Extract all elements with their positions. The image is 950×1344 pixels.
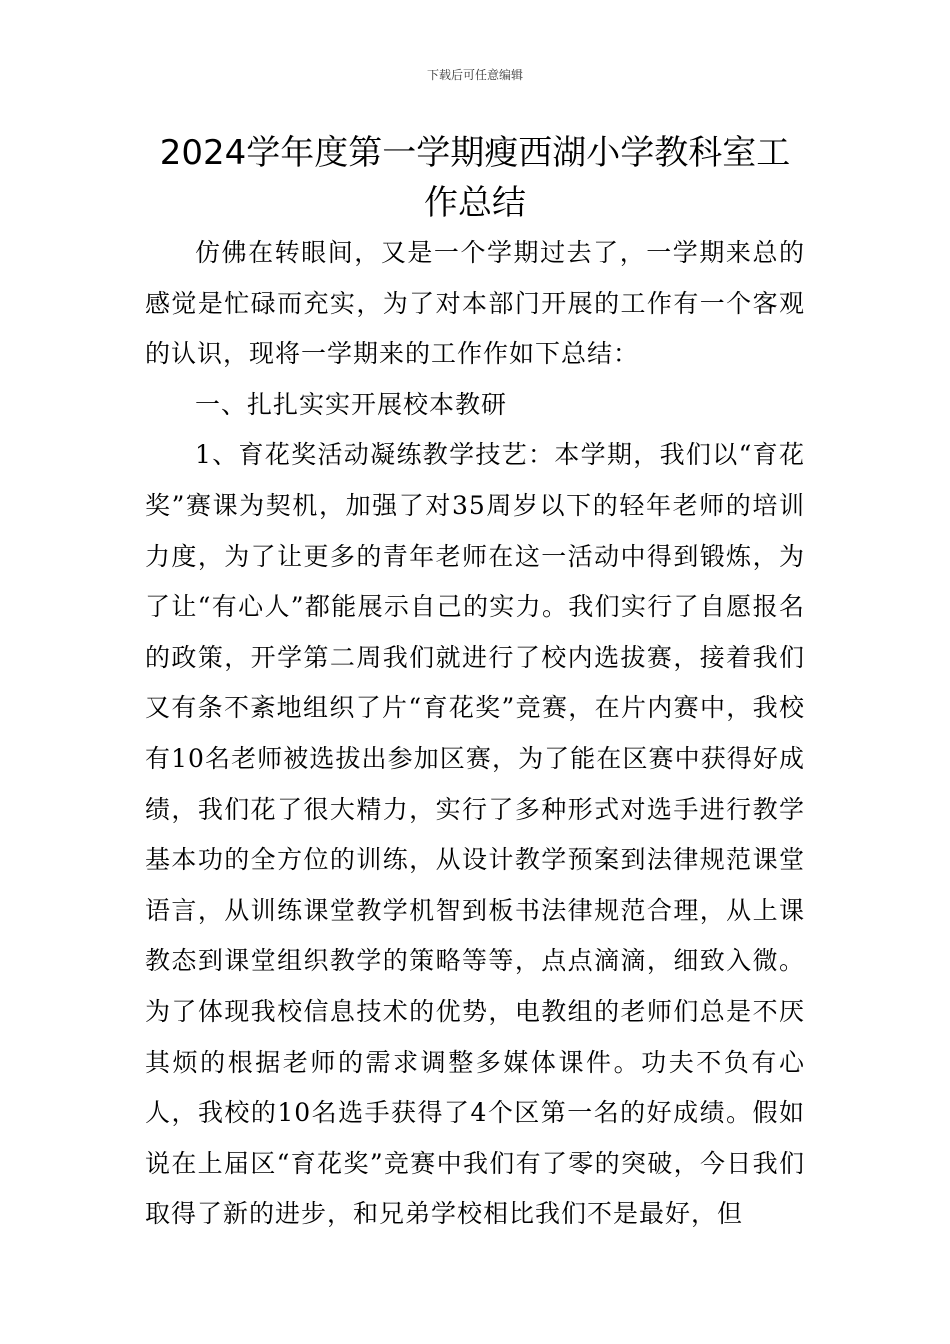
section-heading: 一、扎扎实实开展校本教研 — [195, 389, 508, 419]
header-note: 下载后可任意编辑 — [426, 68, 523, 82]
document-body — [145, 228, 805, 1240]
intro-paragraph: 仿佛在转眼间，又是一个学期过去了，一学期来总的感觉是忙碌而充实，为了对本部门开展的工作有一个客观的认识，现将一学期来的工作作如下总结： — [145, 238, 805, 369]
body-paragraph: 1、育花奖活动凝练教学技艺：本学期，我们以“育花奖”赛课为契机，加强了对35周岁以下的轻年老师的培训力度，为了让更多的青年老师在这一活动中得到锻炼，为了让“有心人”都能展示自己的实力。我们实行了自愿报名的政策，开学第二周我们就进行了校内选拔赛，接着我们又有条不紊地组织了片“育花奖”竞赛，在片内赛中，我校有10名老师被选拔出参加区赛，为了能在区赛中获得好成绩，我们花了很大精力，实行了多种形式对选手进行教学基本功的全方位的训练，从设计教学预案到法律规范课堂语言，从训练课堂教学机智到板书法律规范合理，从上课教态到课堂组织教学的策略等等，点点滴滴，细致入微。为了体现我校信息技术的优势，电教组的老师们总是不厌其烦的根据老师的需求调整多媒体课件。功夫不负有心人，我校的10名选手获得了4个区第一名的好成绩。假如说在上届区“育花奖”竞赛中我们有了零的突破，今日我们取得了新的进步，和兄弟学校相比我们不是最好，但 — [145, 440, 805, 1229]
document-title: 2024学年度第一学期瘦西湖小学教科室工作总结 — [159, 133, 791, 223]
